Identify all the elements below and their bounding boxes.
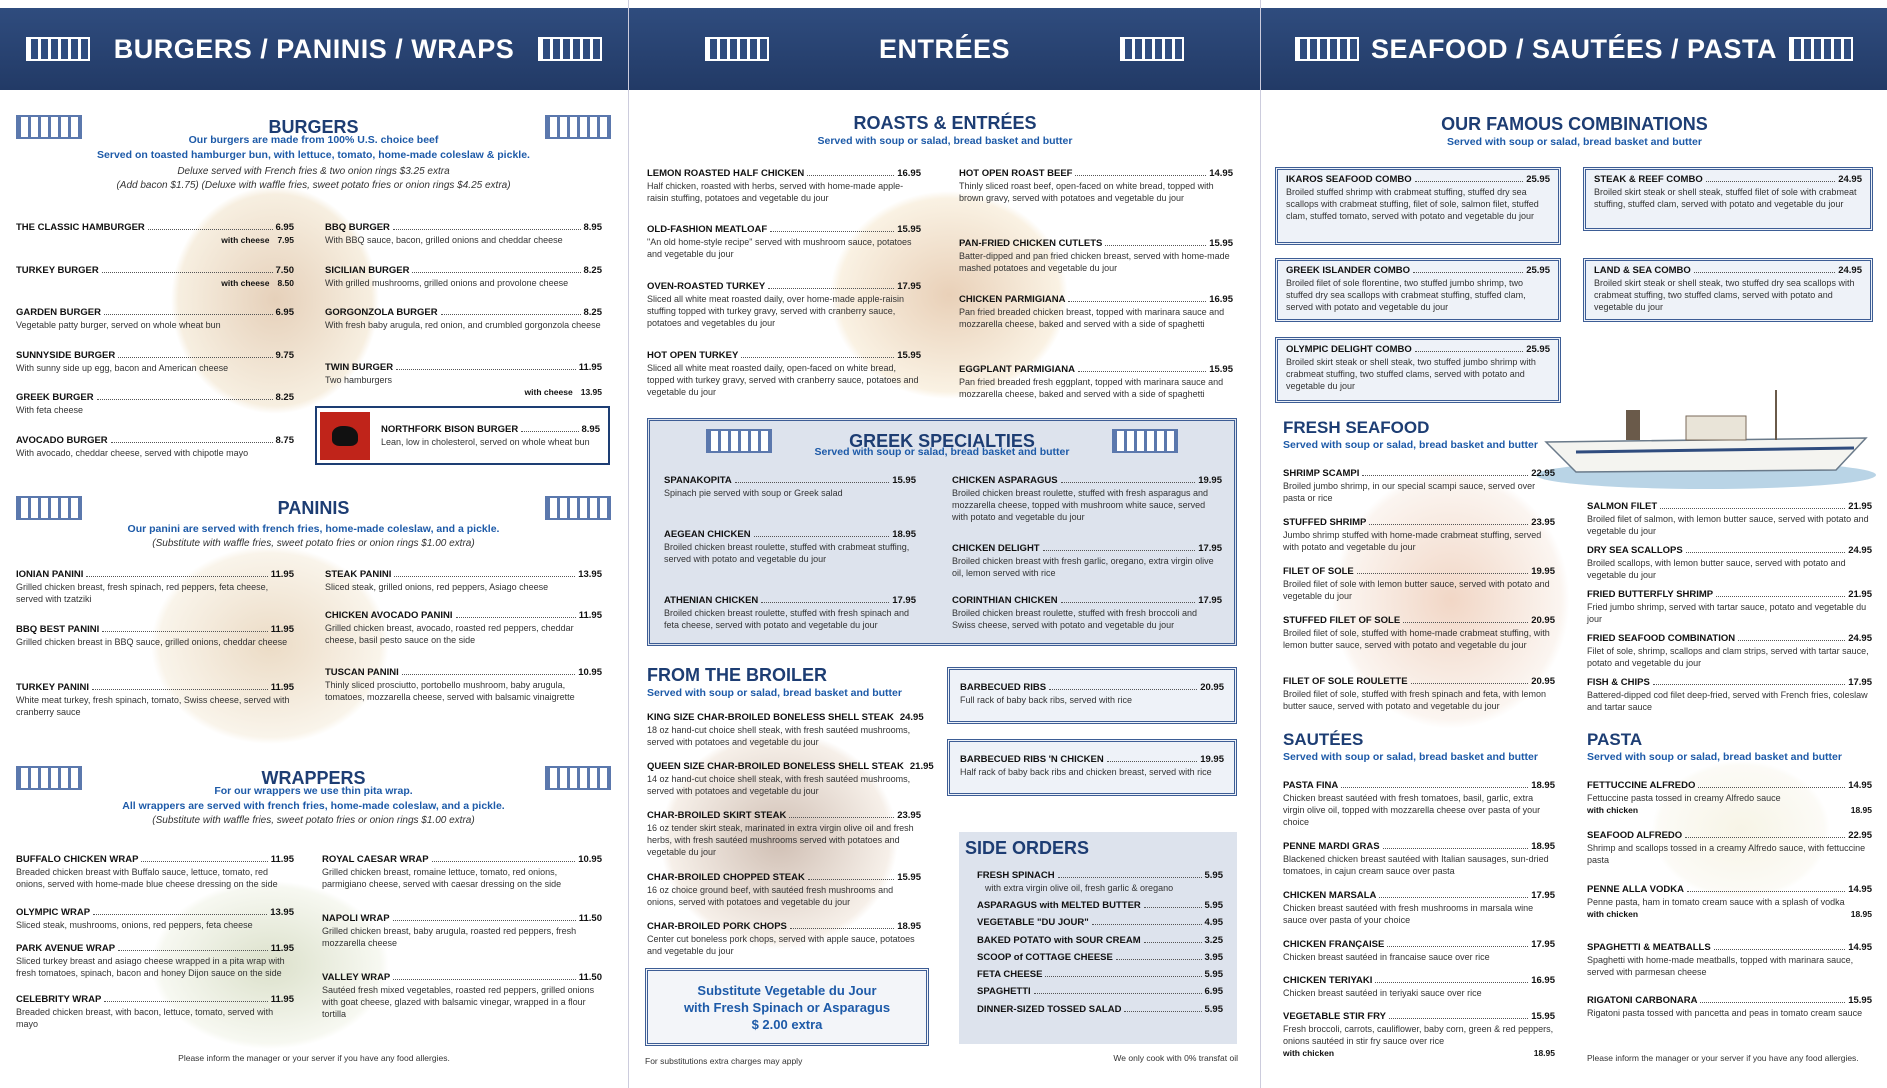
- greek-key-icon: [545, 496, 611, 520]
- greek-key-icon: [1295, 37, 1359, 61]
- combo-box: GREEK ISLANDER COMBO 25.95 Broiled filet of sole florentine, two stuffed jumbo shrimp, two stuffed dry sea scallops with crabmeat stuffing, stuffed clam, served with potato and vegetable du jour: [1275, 258, 1561, 322]
- menu-item: FRIED BUTTERFLY SHRIMP 21.95 Fried jumbo shrimp, served with tartar sauce, potato and vegetable du jour: [1587, 589, 1872, 624]
- menu-item: SPAGHETTI & MEATBALLS 14.95 Spaghetti with home-made meatballs, topped with marinara sauce, served with parmesan cheese: [1587, 942, 1872, 977]
- panel-burgers-paninis-wraps: [0, 0, 628, 1088]
- greek-key-icon: [545, 115, 611, 139]
- section-subtitle: Served with soup or salad, bread basket and butter: [1283, 439, 1538, 451]
- menu-item: GARDEN BURGER 6.95 Vegetable patty burger, served on whole wheat bun: [16, 307, 294, 330]
- panel-entrees: [628, 0, 1260, 1088]
- section-title: FROM THE BROILER: [647, 665, 827, 685]
- side-item: VEGETABLE "DU JOUR" 4.95: [977, 917, 1223, 928]
- side-item: SPAGHETTI 6.95: [977, 986, 1223, 997]
- section-subtitle: Served with soup or salad, bread basket and butter: [817, 135, 1073, 147]
- section-subtitle: Served with soup or salad, bread basket and butter: [1283, 751, 1538, 763]
- menu-item: CHICKEN TERIYAKI 16.95 Chicken breast sautéed in teriyaki sauce over rice: [1283, 975, 1555, 998]
- menu-item: HOT OPEN TURKEY 15.95 Sliced all white meat roasted daily, open-faced on white bread, topped with turkey gravy, served with cranberry sauce, potatoes and vegetable du jour: [647, 350, 921, 397]
- menu-item: TURKEY PANINI 11.95 White meat turkey, fresh spinach, tomato, Swiss cheese, served with cranberry sauce: [16, 682, 294, 717]
- menu-item: SEAFOOD ALFREDO 22.95 Shrimp and scallops tossed in a creamy Alfredo sauce, with fettuccine pasta: [1587, 830, 1872, 865]
- menu-item: OLYMPIC WRAP 13.95 Sliced steak, mushrooms, onions, red peppers, feta cheese: [16, 907, 294, 930]
- section-subtitle: Served with soup or salad, bread basket and butter: [1447, 136, 1702, 148]
- greek-key-icon: [1112, 429, 1178, 453]
- burgers-section: [16, 115, 611, 193]
- panel-header: [1261, 8, 1887, 90]
- menu-item: CHICKEN AVOCADO PANINI 11.95 Grilled chicken breast, avocado, roasted red peppers, cheddar cheese, basil pesto sauce on the side: [325, 610, 602, 645]
- section-subtitle: Served with soup or salad, bread basket and butter: [1587, 751, 1842, 763]
- menu-item: CHICKEN DELIGHT 17.95 Broiled chicken breast with fresh garlic, oregano, extra virgin olive oil, lemon served with rice: [952, 543, 1222, 578]
- section-subtitle: Our burgers are made from 100% U.S. choice beef: [188, 134, 439, 146]
- broiler-section: [647, 665, 947, 701]
- menu-item: PASTA FINA 18.95 Chicken breast sautéed with fresh tomatoes, basil, garlic, extra virgin olive oil, topped with mozzarella cheese over pasta of your choice: [1283, 780, 1555, 827]
- roasts-section: [629, 113, 1260, 149]
- panel-seafood-sautees-pasta: [1260, 0, 1887, 1088]
- greek-key-icon: [1789, 37, 1853, 61]
- section-title: ROASTS & ENTRÉES: [853, 113, 1037, 133]
- menu-item: THE CLASSIC HAMBURGER 6.95 with cheese 7.95: [16, 222, 294, 245]
- menu-item: OLD-FASHION MEATLOAF 15.95 "An old home-style recipe" served with mushroom sauce, potatoes and vegetable du jour: [647, 224, 921, 259]
- menu-item: CHAR-BROILED PORK CHOPS 18.95 Center cut boneless pork chops, served with apple sauce, potatoes and vegetable du jour: [647, 921, 921, 956]
- menu-item: CHAR-BROILED SKIRT STEAK 23.95 16 oz tender skirt steak, marinated in extra virgin olive oil and fresh herbs, with fresh sautéed mushrooms served with potatoes and vegetable du jour: [647, 810, 921, 857]
- greek-key-icon: [26, 37, 90, 61]
- section-subtitle: Served with soup or salad, bread basket and butter: [814, 446, 1070, 458]
- combinations-section: [1261, 114, 1887, 150]
- substitute-vegetable-box: Substitute Vegetable du Jour with Fresh Spinach or Asparagus $ 2.00 extra: [645, 968, 929, 1046]
- side-item: BAKED POTATO with SOUR CREAM 3.25: [977, 935, 1223, 946]
- menu-item: STUFFED SHRIMP 23.95 Jumbo shrimp stuffed with home-made crabmeat stuffing, served with potato and vegetable du jour: [1283, 517, 1555, 552]
- section-note: (Substitute with waffle fries, sweet potato fries or onion rings $1.00 extra): [152, 815, 475, 826]
- section-subtitle: Served on toasted hamburger bun, with lettuce, tomato, home-made coleslaw & pickle.: [97, 149, 530, 161]
- section-title: SIDE ORDERS: [965, 838, 1090, 858]
- panel-header: [629, 8, 1260, 90]
- menu-item: BBQ BURGER 8.95 With BBQ sauce, bacon, grilled onions and cheddar cheese: [325, 222, 602, 245]
- menu-item: CHICKEN MARSALA 17.95 Chicken breast sautéed with fresh mushrooms in marsala wine sauce over pasta of your choice: [1283, 890, 1555, 925]
- section-title: WRAPPERS: [261, 767, 366, 788]
- menu-item: DRY SEA SCALLOPS 24.95 Broiled scallops, with lemon butter sauce, served with potato and vegetable du jour: [1587, 545, 1872, 580]
- menu-item: ROYAL CAESAR WRAP 10.95 Grilled chicken breast, romaine lettuce, tomato, red onions, parmigiano cheese, served with caesar dressing on the side: [322, 854, 602, 889]
- menu-item: GORGONZOLA BURGER 8.25 With fresh baby arugula, red onion, and crumbled gorgonzola cheese: [325, 307, 602, 330]
- section-note: (Substitute with waffle fries, sweet potato fries or onion rings $1.00 extra): [152, 538, 475, 549]
- menu-item: IONIAN PANINI 11.95 Grilled chicken breast, fresh spinach, red peppers, feta cheese, served with tzatziki: [16, 569, 294, 604]
- greek-key-icon: [545, 766, 611, 790]
- panel-title: ENTRÉES: [878, 33, 1011, 64]
- section-note: Deluxe served with French fries & two onion rings $3.25 extra: [177, 166, 450, 177]
- side-item: DINNER-SIZED TOSSED SALAD 5.95: [977, 1004, 1223, 1015]
- fresh-seafood-section: [1283, 418, 1563, 453]
- menu-item: HOT OPEN ROAST BEEF 14.95 Thinly sliced roast beef, open-faced on white bread, topped with brown gravy, served with potatoes and vegetable du jour: [959, 168, 1233, 203]
- substitutions-note: For substitutions extra charges may apply: [645, 1056, 803, 1066]
- greek-key-icon: [16, 115, 82, 139]
- menu-item: AEGEAN CHICKEN 18.95 Broiled chicken breast roulette, stuffed with crabmeat stuffing, served with potato and vegetable du jour: [664, 529, 916, 564]
- side-item: FETA CHEESE 5.95: [977, 969, 1223, 980]
- greek-key-icon: [706, 429, 772, 453]
- menu-item: STEAK PANINI 13.95 Sliced steak, grilled onions, red peppers, Asiago cheese: [325, 569, 602, 592]
- greek-key-icon: [16, 766, 82, 790]
- paninis-section: [16, 496, 611, 551]
- menu-item: TURKEY BURGER 7.50 with cheese 8.50: [16, 265, 294, 288]
- menu-item: CORINTHIAN CHICKEN 17.95 Broiled chicken breast roulette, stuffed with fresh broccoli and Swiss cheese, served with potato and vegetable du jour: [952, 595, 1222, 630]
- menu-item: SUNNYSIDE BURGER 9.75 With sunny side up egg, bacon and American cheese: [16, 350, 294, 373]
- pasta-section: [1587, 730, 1872, 765]
- menu-item: FILET OF SOLE 19.95 Broiled filet of sole with lemon butter sauce, served with potato and vegetable du jour: [1283, 566, 1555, 601]
- section-subtitle: Served with soup or salad, bread basket and butter: [647, 687, 902, 699]
- menu-item: SALMON FILET 21.95 Broiled filet of salmon, with lemon butter sauce, served with potato and vegetable du jour: [1587, 501, 1872, 536]
- menu-item: FRIED SEAFOOD COMBINATION 24.95 Filet of sole, shrimp, scallops and clam strips, served with tartar sauce, potato and vegetable du jour: [1587, 633, 1872, 668]
- menu-item: FISH & CHIPS 17.95 Battered-dipped cod filet deep-fried, served with French fries, coleslaw and tartar sauce: [1587, 677, 1872, 712]
- allergy-note: Please inform the manager or your server if you have any food allergies.: [178, 1053, 450, 1063]
- menu-item: TWIN BURGER 11.95 Two hamburgers with cheese 13.95: [325, 362, 602, 397]
- menu-item: GREEK BURGER 8.25 With feta cheese: [16, 392, 294, 415]
- panel-title: BURGERS / PANINIS / WRAPS: [113, 33, 515, 64]
- greek-key-icon: [16, 496, 82, 520]
- bbq-ribs-chicken-box: BARBECUED RIBS 'N CHICKEN 19.95 Half rack of baby back ribs and chicken breast, served with rice: [947, 739, 1237, 796]
- menu-item: PENNE MARDI GRAS 18.95 Blackened chicken breast sautéed with Italian sausages, sun-dried tomatoes, in cajun cream sauce over pasta: [1283, 841, 1555, 876]
- menu-item: FETTUCCINE ALFREDO 14.95 Fettuccine pasta tossed in creamy Alfredo sauce with chicken 18.95: [1587, 780, 1872, 815]
- menu-item: PARK AVENUE WRAP 11.95 Sliced turkey breast and asiago cheese wrapped in a pita wrap with fresh tomatoes, spinach, bacon and honey Dijon sauce on the side: [16, 943, 294, 978]
- section-title: BURGERS: [268, 116, 359, 137]
- boat-photo: [1536, 380, 1876, 490]
- bbq-ribs-box: BARBECUED RIBS 20.95 Full rack of baby back ribs, served with rice: [947, 667, 1237, 724]
- menu-item: VEGETABLE STIR FRY 15.95 Fresh broccoli, carrots, cauliflower, baby corn, green & red peppers, onions sautéed in stir fry sauce over rice with chicken 18.95: [1283, 1011, 1555, 1058]
- menu-item: FILET OF SOLE ROULETTE 20.95 Broiled filet of sole, stuffed with fresh spinach and feta, with lemon butter sauce, served with potato and vegetable du jour: [1283, 676, 1555, 711]
- menu-item: VALLEY WRAP 11.50 Sautéed fresh mixed vegetables, roasted red peppers, grilled onions with goat cheese, glazed with balsamic vinegar, wrapped in a flour tortilla: [322, 972, 602, 1019]
- menu-item: PENNE ALLA VODKA 14.95 Penne pasta, ham in tomato cream sauce with a splash of vodka with chicken 18.95: [1587, 884, 1872, 919]
- menu-item: ATHENIAN CHICKEN 17.95 Broiled chicken breast roulette, stuffed with fresh spinach and feta cheese, served with potato and vegetable du jour: [664, 595, 916, 630]
- menu-item: BBQ BEST PANINI 11.95 Grilled chicken breast in BBQ sauce, grilled onions, cheddar cheese: [16, 624, 294, 647]
- menu-item: SICILIAN BURGER 8.25 With grilled mushrooms, grilled onions and provolone cheese: [325, 265, 602, 288]
- greek-key-icon: [1120, 37, 1184, 61]
- greek-key-icon: [538, 37, 602, 61]
- menu-item: BUFFALO CHICKEN WRAP 11.95 Breaded chicken breast with Buffalo sauce, lettuce, tomato, red onions, served with home-made blue cheese dressing on the side: [16, 854, 294, 889]
- bison-logo-icon: [320, 412, 370, 460]
- section-note: (Add bacon $1.75) (Deluxe with waffle fries, sweet potato fries or onion rings $4.25 extra): [116, 180, 511, 191]
- section-title: SAUTÉES: [1283, 730, 1364, 749]
- combo-box: OLYMPIC DELIGHT COMBO 25.95 Broiled skirt steak or shell steak, two stuffed jumbo shrimp with crabmeat stuffing, two stuffed clams, served with potato and vegetable du jour: [1275, 337, 1561, 403]
- menu-item: NAPOLI WRAP 11.50 Grilled chicken breast, baby arugula, roasted red peppers, fresh mozzarella cheese: [322, 913, 602, 948]
- section-title: OUR FAMOUS COMBINATIONS: [1441, 114, 1708, 134]
- greek-specialties-box: [647, 418, 1237, 646]
- section-title: PASTA: [1587, 730, 1643, 749]
- allergy-note: Please inform the manager or your server if you have any food allergies.: [1587, 1053, 1859, 1063]
- panel-title: SEAFOOD / SAUTÉES / PASTA: [1370, 33, 1778, 64]
- greek-key-icon: [705, 37, 769, 61]
- combo-box: STEAK & REEF COMBO 24.95 Broiled skirt steak or shell steak, stuffed filet of sole with crabmeat stuffing, stuffed clam, served with potato and vegetable du jour: [1583, 167, 1873, 231]
- sautees-section: [1283, 730, 1563, 765]
- side-item: SCOOP of COTTAGE CHEESE 3.95: [977, 952, 1223, 963]
- menu-item: CHAR-BROILED CHOPPED STEAK 15.95 16 oz choice ground beef, with sautéed fresh mushrooms and onions, served with potatoes and vegetable du jour: [647, 872, 921, 907]
- menu-item: QUEEN SIZE CHAR-BROILED BONELESS SHELL STEAK 21.95 14 oz hand-cut choice shell steak, with fresh sautéed mushrooms, served with potatoes and vegetable du jour: [647, 761, 934, 796]
- combo-box: IKAROS SEAFOOD COMBO 25.95 Broiled stuffed shrimp with crabmeat stuffing, stuffed dry sea scallops with crabmeat stuffing, filet of sole, salmon filet, stuffed clam, stuffed tomato, served with potato and vegetable du jour: [1275, 167, 1561, 245]
- menu-item: STUFFED FILET OF SOLE 20.95 Broiled filet of sole, stuffed with home-made crabmeat stuffing, with lemon butter sauce, served with potato and vegetable du jour: [1283, 615, 1555, 650]
- menu-item: RIGATONI CARBONARA 15.95 Rigatoni pasta tossed with pancetta and peas in tomato cream sauce: [1587, 995, 1872, 1018]
- menu-item: OVEN-ROASTED TURKEY 17.95 Sliced all white meat roasted daily, over home-made apple-raisin stuffing topped with turkey gravy, served with cranberry sauce, potatoes and vegetables du jour: [647, 281, 921, 328]
- menu-item: KING SIZE CHAR-BROILED BONELESS SHELL STEAK 24.95 18 oz hand-cut choice shell steak, with fresh sautéed mushrooms, served with potatoes and vegetable du jour: [647, 712, 924, 747]
- menu-item: LEMON ROASTED HALF CHICKEN 16.95 Half chicken, roasted with herbs, served with home-made apple-raisin stuffing, potatoes and vegetable du jour: [647, 168, 921, 203]
- section-subtitle: For our wrappers we use thin pita wrap.: [214, 785, 413, 797]
- menu-item: PAN-FRIED CHICKEN CUTLETS 15.95 Batter-dipped and pan fried chicken breast, served with home-made mashed potatoes and vegetable du jour: [959, 238, 1233, 273]
- menu-item: CHICKEN FRANÇAISE 17.95 Chicken breast sautéed in francaise sauce over rice: [1283, 939, 1555, 962]
- menu-item: CELEBRITY WRAP 11.95 Breaded chicken breast, with bacon, lettuce, tomato, served with mayo: [16, 994, 294, 1029]
- side-orders-box: [959, 832, 1237, 1044]
- side-item: FRESH SPINACH 5.95 with extra virgin olive oil, fresh garlic & oregano: [977, 870, 1223, 893]
- side-item: ASPARAGUS with MELTED BUTTER 5.95: [977, 900, 1223, 911]
- menu-item: CHICKEN PARMIGIANA 16.95 Pan fried breaded chicken breast, topped with marinara sauce and mozzarella cheese, baked and served with a side of spaghetti: [959, 294, 1233, 329]
- bison-burger-box: NORTHFORK BISON BURGER 8.95 Lean, low in cholesterol, served on whole wheat bun: [315, 406, 610, 465]
- menu-item: EGGPLANT PARMIGIANA 15.95 Pan fried breaded fresh eggplant, topped with marinara sauce and mozzarella cheese, baked and served with a side of spaghetti: [959, 364, 1233, 399]
- section-subtitle: All wrappers are served with french fries, home-made coleslaw, and a pickle.: [122, 800, 505, 812]
- menu-item: CHICKEN ASPARAGUS 19.95 Broiled chicken breast roulette, stuffed with fresh asparagus and mozzarella cheese, topped with mushroom white sauce, served with potato and vegetable du jour: [952, 475, 1222, 522]
- section-subtitle: Our panini are served with french fries, home-made coleslaw, and a pickle.: [127, 523, 500, 535]
- wrappers-section: [16, 766, 611, 828]
- combo-box: LAND & SEA COMBO 24.95 Broiled skirt steak or shell steak, two stuffed dry sea scallops with crabmeat stuffing, two stuffed clams, served with potato and vegetable du jour: [1583, 258, 1873, 322]
- transfat-note: We only cook with 0% transfat oil: [1113, 1053, 1238, 1063]
- section-title: PANINIS: [277, 497, 350, 518]
- menu-item: SPANAKOPITA 15.95 Spinach pie served with soup or Greek salad: [664, 475, 916, 498]
- panel-header: [0, 8, 628, 90]
- menu-item: SHRIMP SCAMPI 22.95 Broiled jumbo shrimp, in our special scampi sauce, served over pasta or rice: [1283, 468, 1555, 503]
- section-title: FRESH SEAFOOD: [1283, 418, 1430, 437]
- section-title: GREEK SPECIALTIES: [849, 430, 1035, 451]
- menu-item: TUSCAN PANINI 10.95 Thinly sliced prosciutto, portobello mushroom, baby arugula, tomatoes, mozzarella cheese, served with balsamic vinaigrette: [325, 667, 602, 702]
- menu-item: AVOCADO BURGER 8.75 With avocado, cheddar cheese, served with chipotle mayo: [16, 435, 294, 458]
